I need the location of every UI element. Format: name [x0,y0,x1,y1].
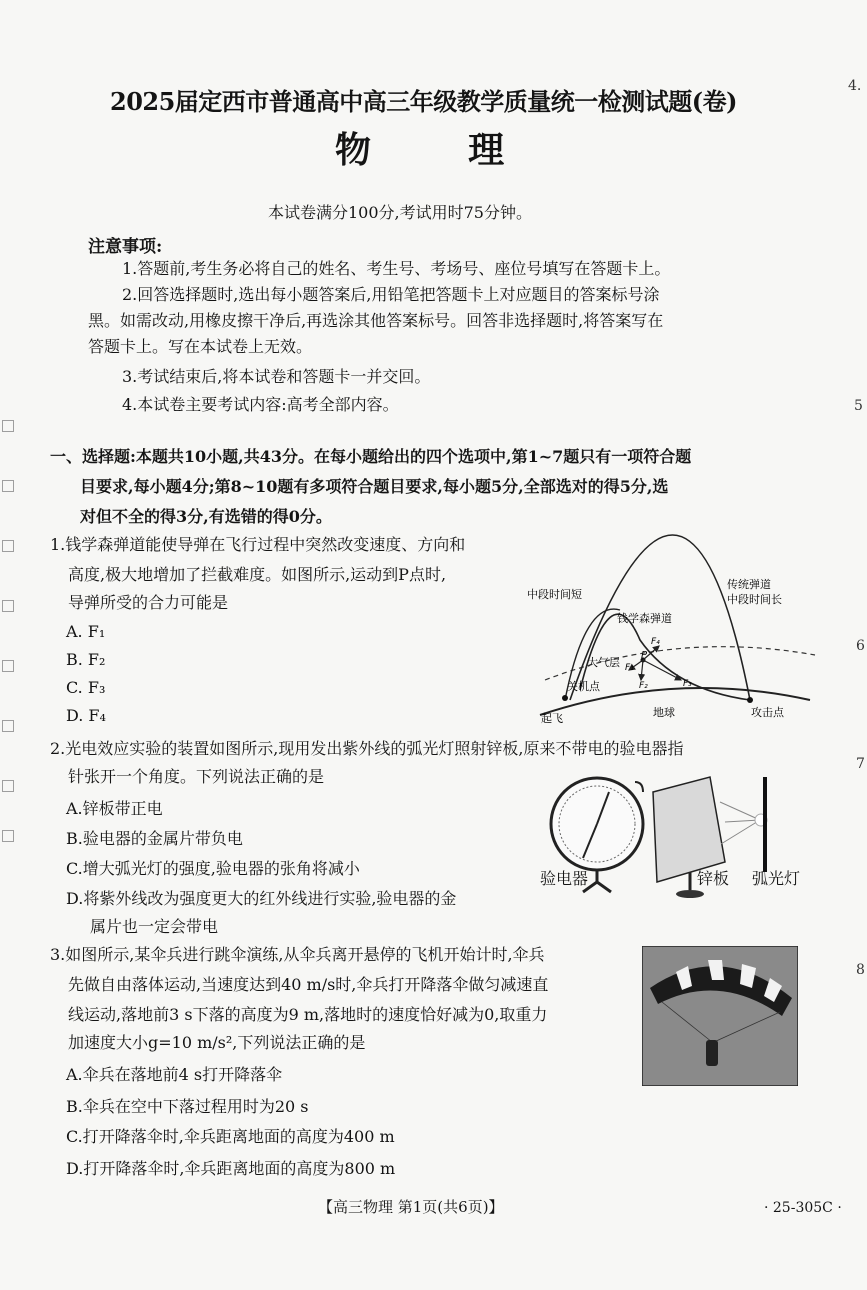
q2-option-a: A.锌板带正电 [66,799,163,818]
label-f3: F₃ [683,679,692,689]
exam-code: · 25-305C · [764,1200,842,1216]
binding-mark [2,720,14,732]
notes-heading: 注意事项: [88,237,163,257]
q3-stem-line-4: 加速度大小g=10 m/s²,下列说法正确的是 [68,1033,366,1052]
note-line-3: 黑。如需改动,用橡皮擦干净后,再选涂其他答案标号。回答非选择题时,将答案写在 [88,311,664,330]
q1-option-d: D. F₄ [66,706,106,725]
label-arc-lamp: 弧光灯 [752,869,801,888]
subject-char-1: 物 [335,129,372,171]
label-attack: 攻击点 [751,706,784,719]
label-trad-2: 中段时间长 [727,593,782,606]
q3-option-c: C.打开降落伞时,伞兵距离地面的高度为400 m [66,1127,395,1146]
section-heading-line-2: 目要求,每小题4分;第8~10题有多项符合题目要求,每小题5分,全部选对的得5分,选 [80,477,669,496]
note-line-2: 2.回答选择题时,选出每小题答案后,用铅笔把答题卡上对应题目的答案标号涂 [122,285,660,304]
label-f4: F₄ [651,637,660,647]
binding-mark [2,540,14,552]
label-qian: 钱学森弹道 [617,612,672,625]
edge-number-4: 4. [848,78,862,94]
note-line-5: 3.考试结束后,将本试卷和答题卡一并交回。 [122,367,431,386]
note-line-6: 4.本试卷主要考试内容:高考全部内容。 [122,395,399,414]
label-zinc: 锌板 [697,869,730,888]
atmosphere-line [545,647,815,680]
note-line-1: 1.答题前,考生务必将自己的姓名、考生号、考场号、座位号填写在答题卡上。 [122,259,671,278]
q2-option-c: C.增大弧光灯的强度,验电器的张角将减小 [66,859,360,878]
exam-info: 本试卷满分100分,考试用时75分钟。 [268,203,532,222]
label-f2: F₂ [639,681,648,691]
note-line-4: 答题卡上。写在本试卷上无效。 [88,337,313,356]
label-guanji: 关机点 [567,680,600,693]
binding-mark [2,660,14,672]
q3-option-a: A.伞兵在落地前4 s打开降落伞 [66,1065,283,1084]
q1-option-a: A. F₁ [66,622,106,641]
q2-stem-line-2: 针张开一个角度。下列说法正确的是 [68,767,325,786]
label-mid-short: 中段时间短 [527,588,582,601]
force-f3-arrow [643,660,681,680]
uv-ray-1 [720,802,760,820]
q3-parachute-photo [642,946,798,1086]
label-atmosphere: 大气层 [587,656,620,669]
label-earth: 地球 [653,706,675,719]
label-qifei: 起飞 [541,712,563,725]
q3-stem-line-3: 线运动,落地前3 s下落的高度为9 m,落地时的速度恰好减为0,取重力 [68,1005,548,1024]
q1-option-c: C. F₃ [66,678,106,697]
binding-mark [2,480,14,492]
label-trad-1: 传统弹道 [727,578,771,591]
q2-option-d-cont: 属片也一定会带电 [90,917,219,936]
edge-number-8: 8 [856,962,865,978]
section-heading-line-3: 对但不全的得3分,有选错的得0分。 [80,507,332,526]
binding-mark [2,420,14,432]
q3-option-b: B.伞兵在空中下落过程用时为20 s [66,1097,309,1116]
q2-stem-line-1: 2.光电效应实验的装置如图所示,现用发出紫外线的弧光灯照射锌板,原来不带电的验电器指 [50,739,684,758]
q3-stem-line-2: 先做自由落体运动,当速度达到40 m/s时,伞兵打开降落伞做匀减速直 [68,975,549,994]
paratrooper [706,1040,718,1066]
edge-number-6: 6 [856,638,865,654]
binding-mark [2,830,14,842]
binding-mark [2,780,14,792]
q3-stem-line-1: 3.如图所示,某伞兵进行跳伞演练,从伞兵离开悬停的飞机开始计时,伞兵 [50,945,545,964]
label-electroscope: 验电器 [540,869,589,888]
q1-stem-line-3: 导弹所受的合力可能是 [68,593,229,612]
page-footer: 【高三物理 第1页(共6页)】 [318,1198,504,1216]
binding-mark [2,600,14,612]
uv-ray-3 [721,820,760,844]
zinc-plate-base [676,890,704,898]
force-f2-arrow [641,660,643,680]
exam-title: 2025届定西市普通高中高三年级教学质量统一检测试题(卷) [110,87,738,116]
q3-option-d: D.打开降落伞时,伞兵距离地面的高度为800 m [66,1159,396,1178]
q1-option-b: B. F₂ [66,650,106,669]
label-f1: F₁ [625,663,634,673]
launch-point [562,695,568,701]
edge-number-7: 7 [856,756,865,772]
q1-stem-line-2: 高度,极大地增加了拦截难度。如图所示,运动到P点时, [68,565,447,584]
q1-trajectory-figure [525,530,825,730]
connecting-wire [635,782,643,792]
q1-stem-line-1: 1.钱学森弹道能使导弹在飞行过程中突然改变速度、方向和 [50,535,466,554]
subject-char-2: 理 [468,129,505,171]
attack-point-dot [747,697,753,703]
section-heading-line-1: 一、选择题:本题共10小题,共43分。在每小题给出的四个选项中,第1~7题只有一项符合题 [50,447,692,466]
label-p: P [641,650,648,661]
q2-option-b: B.验电器的金属片带负电 [66,829,243,848]
q2-option-d: D.将紫外线改为强度更大的红外线进行实验,验电器的金 [66,889,457,908]
subject-title [335,122,504,173]
edge-number-5: 5 [854,398,863,414]
